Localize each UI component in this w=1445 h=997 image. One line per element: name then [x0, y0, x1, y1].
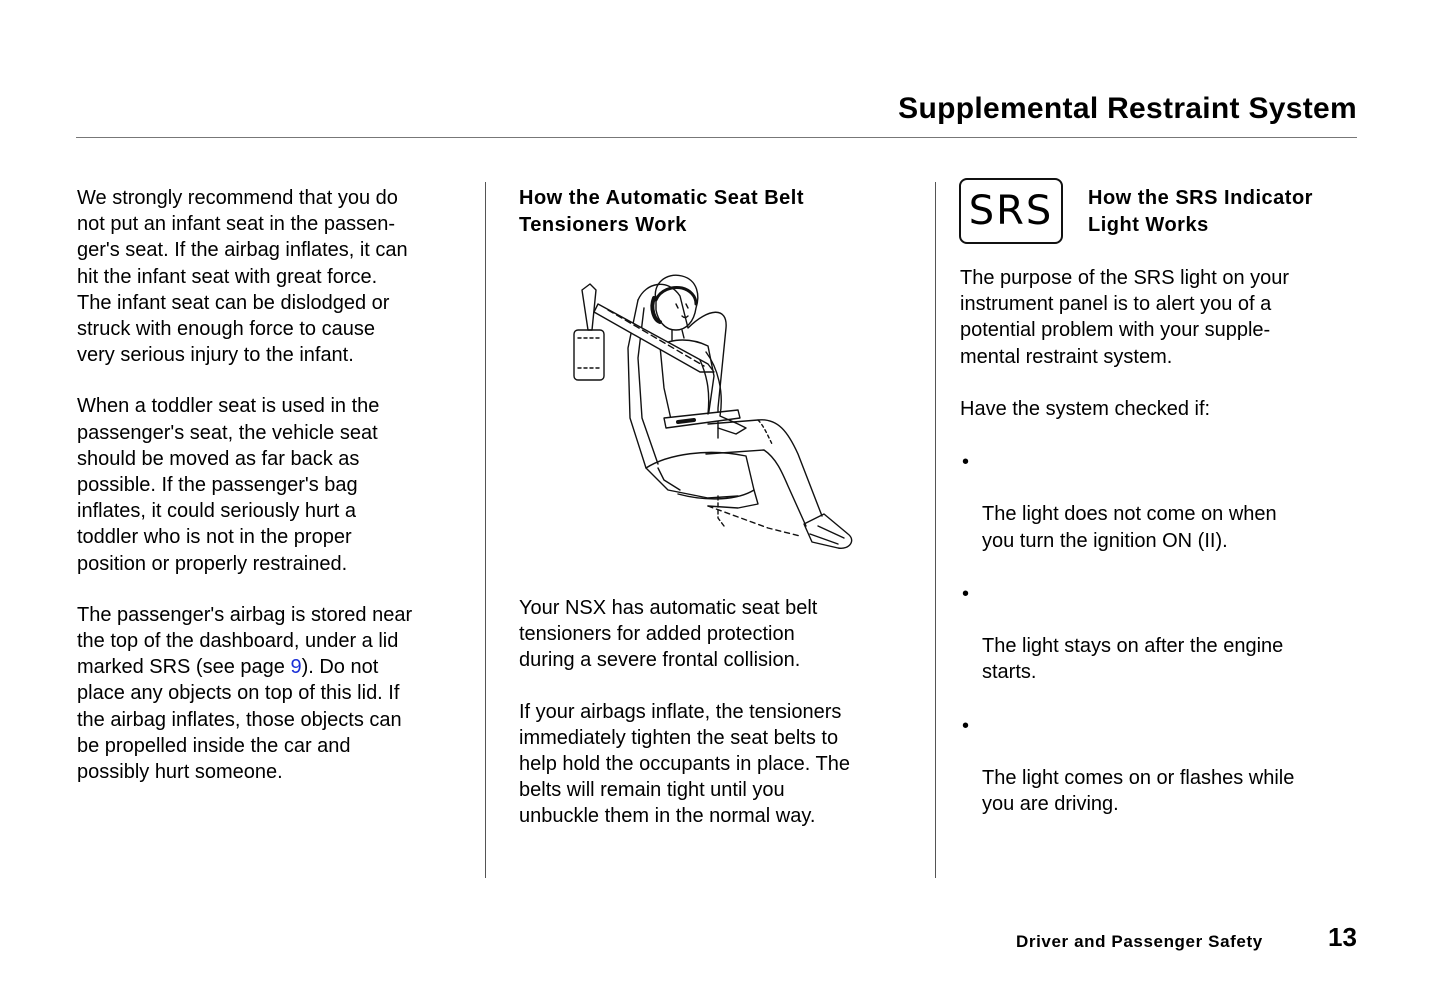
- list-item: [960, 449, 1370, 554]
- middle-column-body: [519, 595, 919, 830]
- srs-light-heading: How the SRS Indicator Light Works: [1088, 187, 1313, 236]
- airbag-location-text-b: ). Do not place any objects on top of this lid. If the airbag inflates, those objects can be propelled inside the car and possibly hurt someone.: [77, 656, 402, 784]
- right-column: [960, 265, 1370, 817]
- list-item: [960, 581, 1370, 686]
- footer-section-title: Driver and Passenger Safety: [1016, 932, 1263, 951]
- title-divider: [76, 137, 1357, 138]
- tensioners-protection-paragraph: Your NSX has automatic seat belt tensioners for added protection during a severe frontal collision.: [519, 597, 818, 672]
- middle-column: [519, 185, 919, 239]
- srs-light-purpose-paragraph: The purpose of the SRS light on your instrument panel is to alert you of a potential problem with your supple- mental restraint system.: [960, 267, 1290, 368]
- column-divider-left: [485, 182, 486, 878]
- infant-seat-paragraph: We strongly recommend that you do not put an infant seat in the passen- ger's seat. If the airbag inflates, it can hit the infant seat with great force. The infant seat can be dislodged or struck with enough force to cause very serious injury to the infant.: [77, 187, 408, 367]
- bullet-text-engine: The light stays on after the engine starts.: [982, 635, 1284, 684]
- tensioners-heading: How the Automatic Seat Belt Tensioners Work: [519, 187, 805, 236]
- left-column: [77, 185, 477, 785]
- bullet-icon: •: [962, 451, 970, 474]
- page-9-link[interactable]: 9: [290, 656, 302, 679]
- srs-indicator-icon: SRS: [959, 178, 1063, 244]
- right-column-heading-wrap: [1088, 185, 1368, 239]
- page-title: Supplemental Restraint System: [898, 92, 1357, 125]
- airbag-location-paragraph: [77, 602, 477, 785]
- page-number: 13: [1328, 922, 1357, 952]
- toddler-seat-paragraph: When a toddler seat is used in the passenger's seat, the vehicle seat should be moved as far back as possible. If the passenger's bag inflates, it could seriously hurt a toddler who is not in the proper position or properly restrained.: [77, 395, 380, 575]
- column-divider-right: [935, 182, 936, 878]
- airbag-location-text-a: The passenger's airbag is stored near the top of the dashboard, under a lid marked SRS (see page: [77, 603, 413, 679]
- seated-passenger-illustration: [568, 268, 860, 564]
- check-system-label: Have the system checked if:: [960, 397, 1211, 420]
- list-item: [960, 713, 1370, 818]
- bullet-icon: •: [962, 582, 970, 605]
- tensioners-inflate-paragraph: If your airbags inflate, the tensioners immediately tighten the seat belts to help hold the occupants in place. The belts will remain tight until you unbuckle them in the normal way.: [519, 700, 850, 828]
- bullet-text-driving: The light comes on or flashes while you are driving.: [982, 767, 1295, 816]
- bullet-icon: •: [962, 714, 970, 737]
- bullet-text-ignition: The light does not come on when you turn the ignition ON (II).: [982, 503, 1277, 552]
